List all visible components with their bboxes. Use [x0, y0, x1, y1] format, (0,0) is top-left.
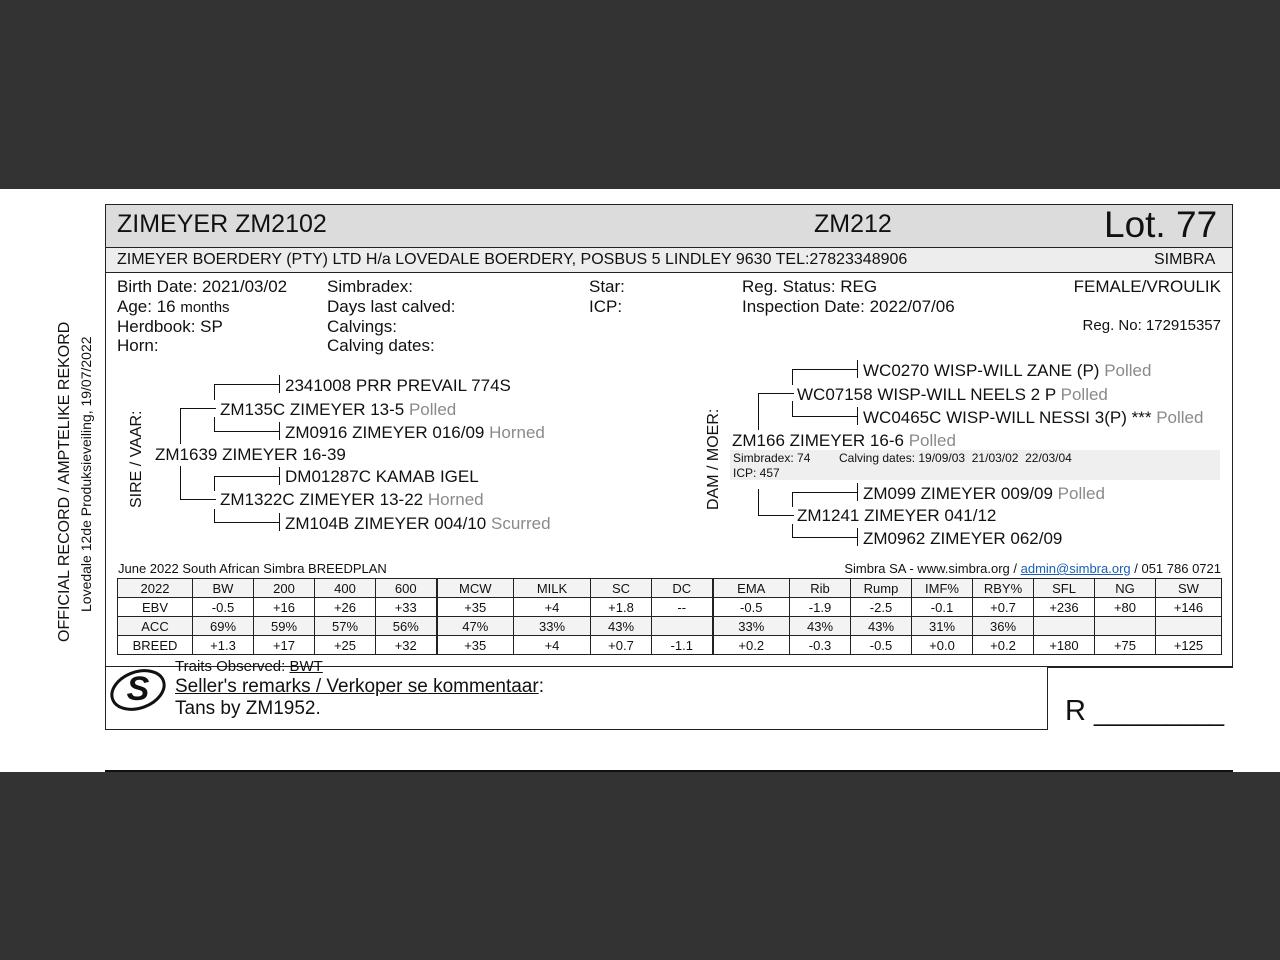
breedplan-header-cell: Rump — [851, 579, 912, 598]
dam-dam-sire-horn: Polled — [1057, 484, 1105, 503]
reg-no: Reg. No: 172915357 — [1082, 317, 1221, 334]
breedplan-header-cell: 600 — [376, 579, 437, 598]
breedplan-cell: 36% — [973, 617, 1034, 636]
breedplan-cell: +125 — [1156, 636, 1222, 655]
breedplan-cell: 33% — [514, 617, 591, 636]
star: Star: — [589, 277, 625, 296]
breedplan-cell: -- — [652, 598, 713, 617]
sire-sire-horn: Polled — [408, 400, 457, 419]
sire-name: ZM1639 ZIMEYER 16-39 — [155, 445, 346, 464]
breedplan-breed-row — [118, 636, 1222, 655]
sire-dam: ZM1322C ZIMEYER 13-22 Horned — [220, 490, 484, 509]
dam-sire: WC07158 WISP-WILL NEELS 2 P Polled — [797, 385, 1108, 404]
breedplan-header-cell: SC — [591, 579, 652, 598]
breedplan-cell: +146 — [1156, 598, 1222, 617]
breedplan-header-cell: MCW — [437, 579, 514, 598]
age: Age: 16 months — [117, 297, 230, 316]
dam-label: DAM / MOER: — [705, 408, 722, 510]
breedplan-cell: -2.5 — [851, 598, 912, 617]
breedplan-cell: +25 — [315, 636, 376, 655]
breedplan-cell: -0.1 — [912, 598, 973, 617]
breedplan-cell — [1095, 617, 1156, 636]
contact-email-link[interactable]: admin@simbra.org — [1020, 561, 1131, 576]
breedplan-ebv-row — [118, 598, 1222, 617]
breedplan-acc-row — [118, 617, 1222, 636]
sex: FEMALE/VROULIK — [1073, 277, 1221, 296]
breedplan-cell: +1.3 — [193, 636, 254, 655]
breedplan-cell: +16 — [254, 598, 315, 617]
breedplan-cell: 59% — [254, 617, 315, 636]
breedplan-cell: +0.2 — [973, 636, 1034, 655]
sire-dam-horn: Horned — [427, 490, 484, 509]
sire-sire-dam-horn: Horned — [489, 423, 545, 442]
breedplan-cell: -0.5 — [713, 598, 790, 617]
breedplan-cell: +33 — [376, 598, 437, 617]
sire-sire-dam: ZM0916 ZIMEYER 016/09 Horned — [285, 423, 545, 442]
breedplan-header-cell: EMA — [713, 579, 790, 598]
simbradex: Simbradex: — [327, 277, 413, 296]
dam-name: ZM166 ZIMEYER 16-6 Polled — [732, 431, 956, 450]
breedplan-header-cell: 400 — [315, 579, 376, 598]
breedplan-cell: 57% — [315, 617, 376, 636]
breedplan-cell: +35 — [437, 598, 514, 617]
breedplan-header-cell: MILK — [514, 579, 591, 598]
breedplan-cell: +75 — [1095, 636, 1156, 655]
sire-sire-sire: 2341008 PRR PREVAIL 774S — [285, 376, 511, 395]
dam-sire-sire: WC0270 WISP-WILL ZANE (P) Polled — [863, 361, 1152, 380]
breedplan-cell: 69% — [193, 617, 254, 636]
breedplan-cell: +180 — [1034, 636, 1095, 655]
breedplan-cell: +32 — [376, 636, 437, 655]
dam-simbradex: Simbradex: 74 — [733, 451, 811, 465]
breedplan-cell: 43% — [851, 617, 912, 636]
dam-sire-sire-horn: Polled — [1104, 361, 1152, 380]
horn: Horn: — [117, 336, 159, 355]
breedplan-cell: +236 — [1034, 598, 1095, 617]
breedplan-cell: +0.0 — [912, 636, 973, 655]
breedplan-cell: 56% — [376, 617, 437, 636]
remarks-text: Tans by ZM1952. — [175, 698, 321, 719]
traits-observed: Traits Observed: BWT — [175, 658, 323, 675]
breedplan-cell: -0.5 — [193, 598, 254, 617]
lot-number: Lot. 77 — [1104, 204, 1218, 245]
breedplan-cell: +0.7 — [591, 636, 652, 655]
age-unit: months — [180, 299, 230, 316]
sire-dam-dam: ZM104B ZIMEYER 004/10 Scurred — [285, 514, 551, 533]
breed-label: SIMBRA — [1154, 251, 1216, 268]
breedplan-cell: 43% — [790, 617, 851, 636]
dam-sire-dam-horn: Polled — [1156, 408, 1204, 427]
breedplan-header-cell: BW — [193, 579, 254, 598]
dam-dam-sire: ZM099 ZIMEYER 009/09 Polled — [863, 484, 1105, 503]
breedplan-cell — [1156, 617, 1222, 636]
breedplan-cell: +17 — [254, 636, 315, 655]
icp: ICP: — [589, 297, 623, 316]
breedplan-cell: -0.5 — [851, 636, 912, 655]
sire-sire: ZM135C ZIMEYER 13-5 Polled — [220, 400, 457, 419]
sire-dam-dam-horn: Scurred — [491, 514, 551, 533]
breedplan-header-cell: DC — [652, 579, 713, 598]
breedplan-cell: +80 — [1095, 598, 1156, 617]
breedplan-header-cell: SW — [1156, 579, 1222, 598]
breedplan-cell: -1.1 — [652, 636, 713, 655]
remarks-heading: Seller's remarks / Verkoper se kommentaar: — [175, 676, 544, 697]
breedplan-cell: +4 — [514, 598, 591, 617]
breedplan-header-cell: SFL — [1034, 579, 1095, 598]
animal-id: ZM212 — [814, 210, 892, 238]
sire-label: SIRE / VAAR: — [128, 410, 145, 508]
dam-dam: ZM1241 ZIMEYER 041/12 — [797, 506, 997, 525]
animal-name: ZIMEYER ZM2102 — [117, 210, 327, 238]
calvings: Calvings: — [327, 317, 397, 336]
price-blank[interactable]: _________ — [1094, 697, 1225, 727]
owner-line: ZIMEYER BOERDERY (PTY) LTD H/a LOVEDALE BOERDERY, POSBUS 5 LINDLEY 9630 TEL:27823348906 — [117, 251, 908, 268]
breedplan-cell: ACC — [118, 617, 193, 636]
breedplan-header-cell: 200 — [254, 579, 315, 598]
breedplan-header-cell: NG — [1095, 579, 1156, 598]
reg-status: Reg. Status: REG — [742, 277, 878, 296]
dam-sire-horn: Polled — [1060, 385, 1108, 404]
breedplan-cell: +1.8 — [591, 598, 652, 617]
breedplan-cell: +4 — [514, 636, 591, 655]
breedplan-cell — [1034, 617, 1095, 636]
logo-letter: S — [126, 670, 150, 708]
breedplan-cell: -1.9 — [790, 598, 851, 617]
breedplan-caption: June 2022 South African Simbra BREEDPLAN — [118, 561, 387, 576]
bottom-rule — [105, 770, 1233, 772]
breedplan-cell: +35 — [437, 636, 514, 655]
dam-calving-dates: Calving dates: 19/09/03 21/03/02 22/03/04 — [839, 451, 1072, 465]
dam-horn: Polled — [908, 431, 956, 450]
breedplan-cell: +0.2 — [713, 636, 790, 655]
breedplan-cell: +26 — [315, 598, 376, 617]
breedplan-contact: Simbra SA - www.simbra.org / admin@simbra.org / 051 786 0721 — [844, 561, 1221, 576]
official-record-label: OFFICIAL RECORD / AMPTELIKE REKORD — [56, 321, 73, 642]
days-last-calved: Days last calved: — [327, 297, 456, 316]
price-label: R — [1065, 695, 1086, 727]
breedplan-header-cell: IMF% — [912, 579, 973, 598]
breedplan-header-cell: RBY% — [973, 579, 1034, 598]
breedplan-header-cell: 2022 — [118, 579, 193, 598]
breedplan-header-cell: Rib — [790, 579, 851, 598]
breedplan-cell: 47% — [437, 617, 514, 636]
breedplan-cell: +0.7 — [973, 598, 1034, 617]
sire-dam-sire: DM01287C KAMAB IGEL — [285, 467, 479, 486]
breedplan-cell: -0.3 — [790, 636, 851, 655]
birth-date: Birth Date: 2021/03/02 — [117, 277, 288, 296]
breedplan-cell: 43% — [591, 617, 652, 636]
dam-icp: ICP: 457 — [733, 466, 780, 480]
dam-dam-dam: ZM0962 ZIMEYER 062/09 — [863, 529, 1063, 548]
auction-label: Lovedale 12de Produksieveiling, 19/07/2022 — [78, 336, 94, 612]
simbra-logo-icon — [108, 664, 168, 716]
breedplan-table — [117, 578, 1222, 655]
inspection-date: Inspection Date: 2022/07/06 — [742, 297, 955, 316]
calving-dates: Calving dates: — [327, 336, 435, 355]
dam-sire-dam: WC0465C WISP-WILL NESSI 3(P) *** Polled — [863, 408, 1204, 427]
breedplan-cell: 31% — [912, 617, 973, 636]
breedplan-header-row — [118, 579, 1222, 598]
herdbook: Herdbook: SP — [117, 317, 223, 336]
breedplan-cell — [652, 617, 713, 636]
traits-value: BWT — [289, 658, 323, 675]
breedplan-cell: 33% — [713, 617, 790, 636]
breedplan-cell: BREED — [118, 636, 193, 655]
breedplan-cell: EBV — [118, 598, 193, 617]
